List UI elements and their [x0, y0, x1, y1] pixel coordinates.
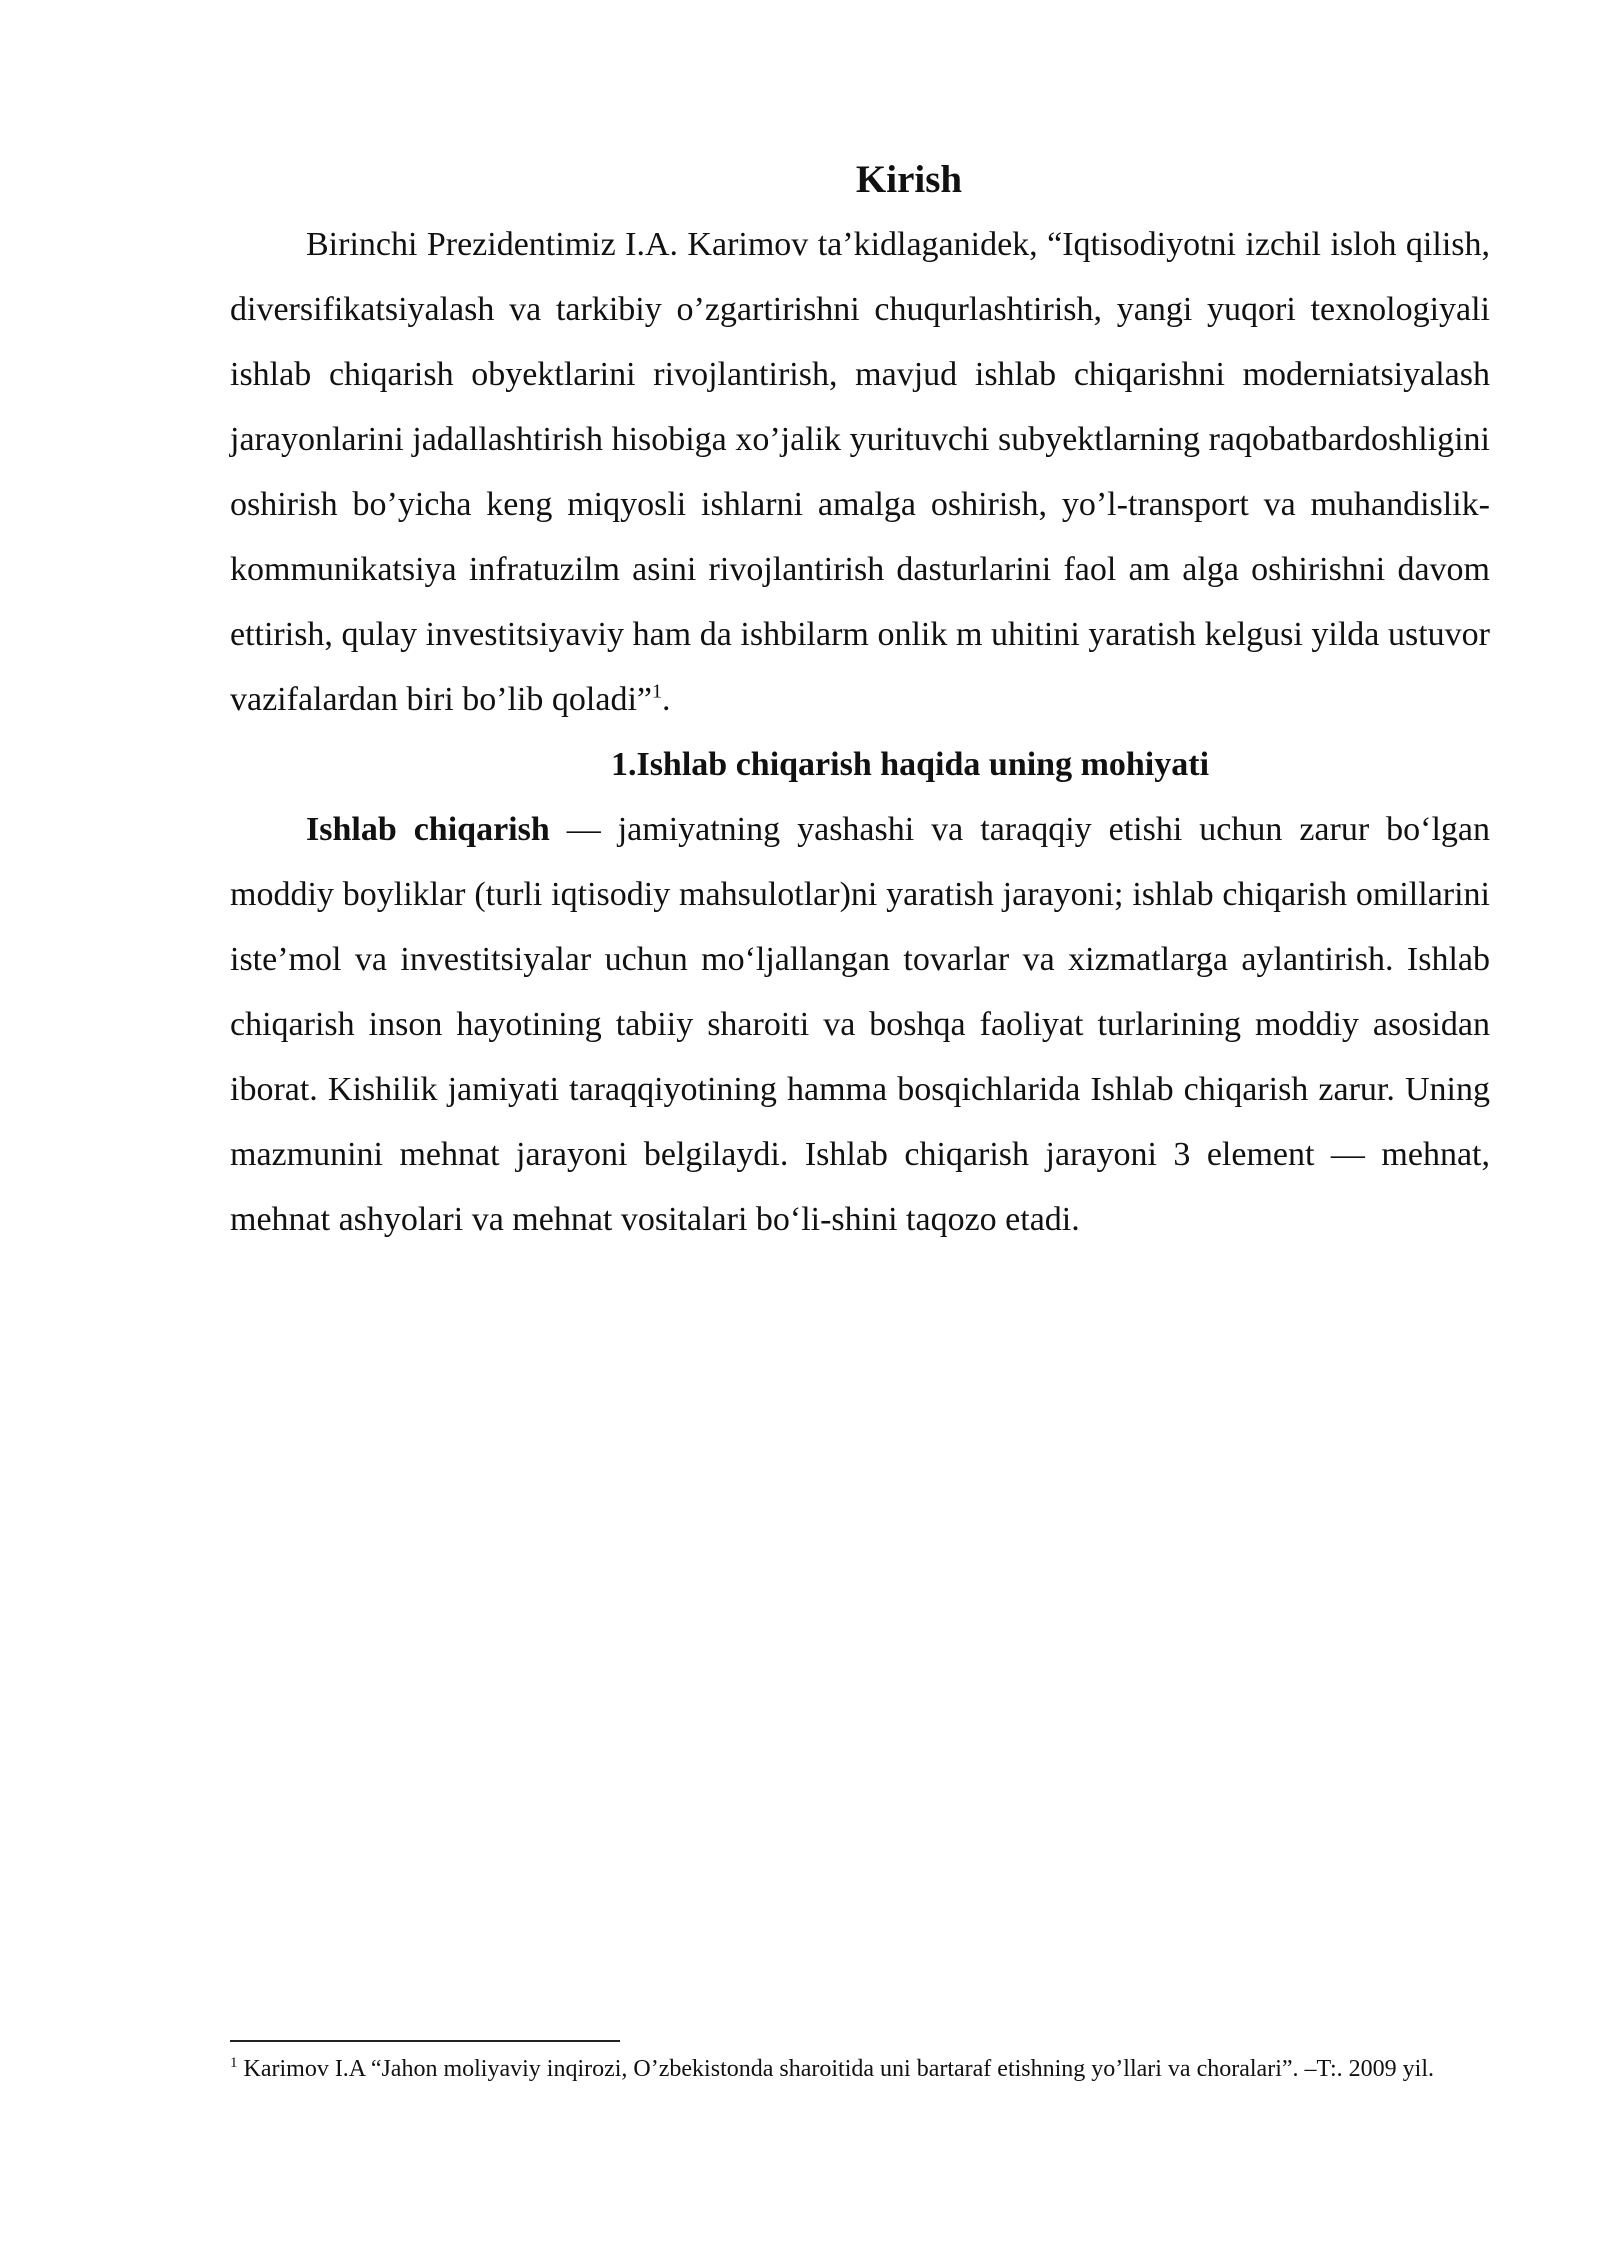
- page-title: Kirish: [855, 158, 963, 201]
- footnote-divider: [230, 2040, 620, 2042]
- footnote: [230, 2052, 1490, 2086]
- intro-paragraph: [230, 212, 1490, 732]
- intro-end: .: [662, 681, 671, 718]
- section-text: — jamiyatning yashashi va taraqqiy etishi uchun zarur bo‘lgan moddiy boyliklar (turli iqtisodiy mahsulotlar)ni yaratish jarayoni; ishlab chiqarish omillarini iste’mol va investitsiyalar uchun mo‘ljallangan tovarlar va xizmatlarga aylantirish. Ishlab chiqarish inson hayotining tabiiy sharoiti va boshqa faoliyat turlarining moddiy asosidan iborat. Kishilik jamiyati taraqqiyotining hamma bosqichlarida Ishlab chiqarish zarur. Uning mazmunini mehnat jarayoni belgilaydi. Ishlab chiqarish jarayoni 3 element — mehnat, mehnat ashyolari va mehnat vositalari bo‘li-shini taqozo etadi.: [230, 811, 1490, 1238]
- defined-term: Ishlab chiqarish: [306, 811, 550, 848]
- section-heading: 1.Ishlab chiqarish haqida uning mohiyati: [610, 746, 1210, 783]
- section-paragraph: [230, 797, 1490, 1252]
- footnote-text: Karimov I.A “Jahon moliyaviy inqirozi, O’zbekistonda sharoitida uni bartaraf etishning yo’llari va choralari”. –T:. 2009 yil.: [237, 2056, 1434, 2082]
- footnote-reference[interactable]: 1: [652, 680, 662, 703]
- footnote-number: 1: [230, 2055, 238, 2071]
- intro-text: Birinchi Prezidentimiz I.A. Karimov ta’kidlaganidek, “Iqtisodiyotni izchil isloh qilish, diversifikatsiyalash va tarkibiy o’zgartirishni chuqurlashtirish, yangi yuqori texnologiyali ishlab chiqarish obyektlarini rivojlantirish, mavjud ishlab chiqarishni moderniatsiyalash jarayonlarini jadallashtirish hisobiga xo’jalik yurituvchi subyektlarning raqobatbardoshligini oshirish bo’yicha keng miqyosli ishlarni amalga oshirish, yo’l-transport va muhandislik-kommunikatsiya infratuzilm asini rivojlantirish dasturlarini faol am alga oshirishni davom ettirish, qulay investitsiyaviy ham da ishbilarm onlik m uhitini yaratish kelgusi yilda ustuvor vazifalardan biri bo’lib qoladi”: [230, 226, 1490, 718]
- page-content: [230, 150, 1490, 1252]
